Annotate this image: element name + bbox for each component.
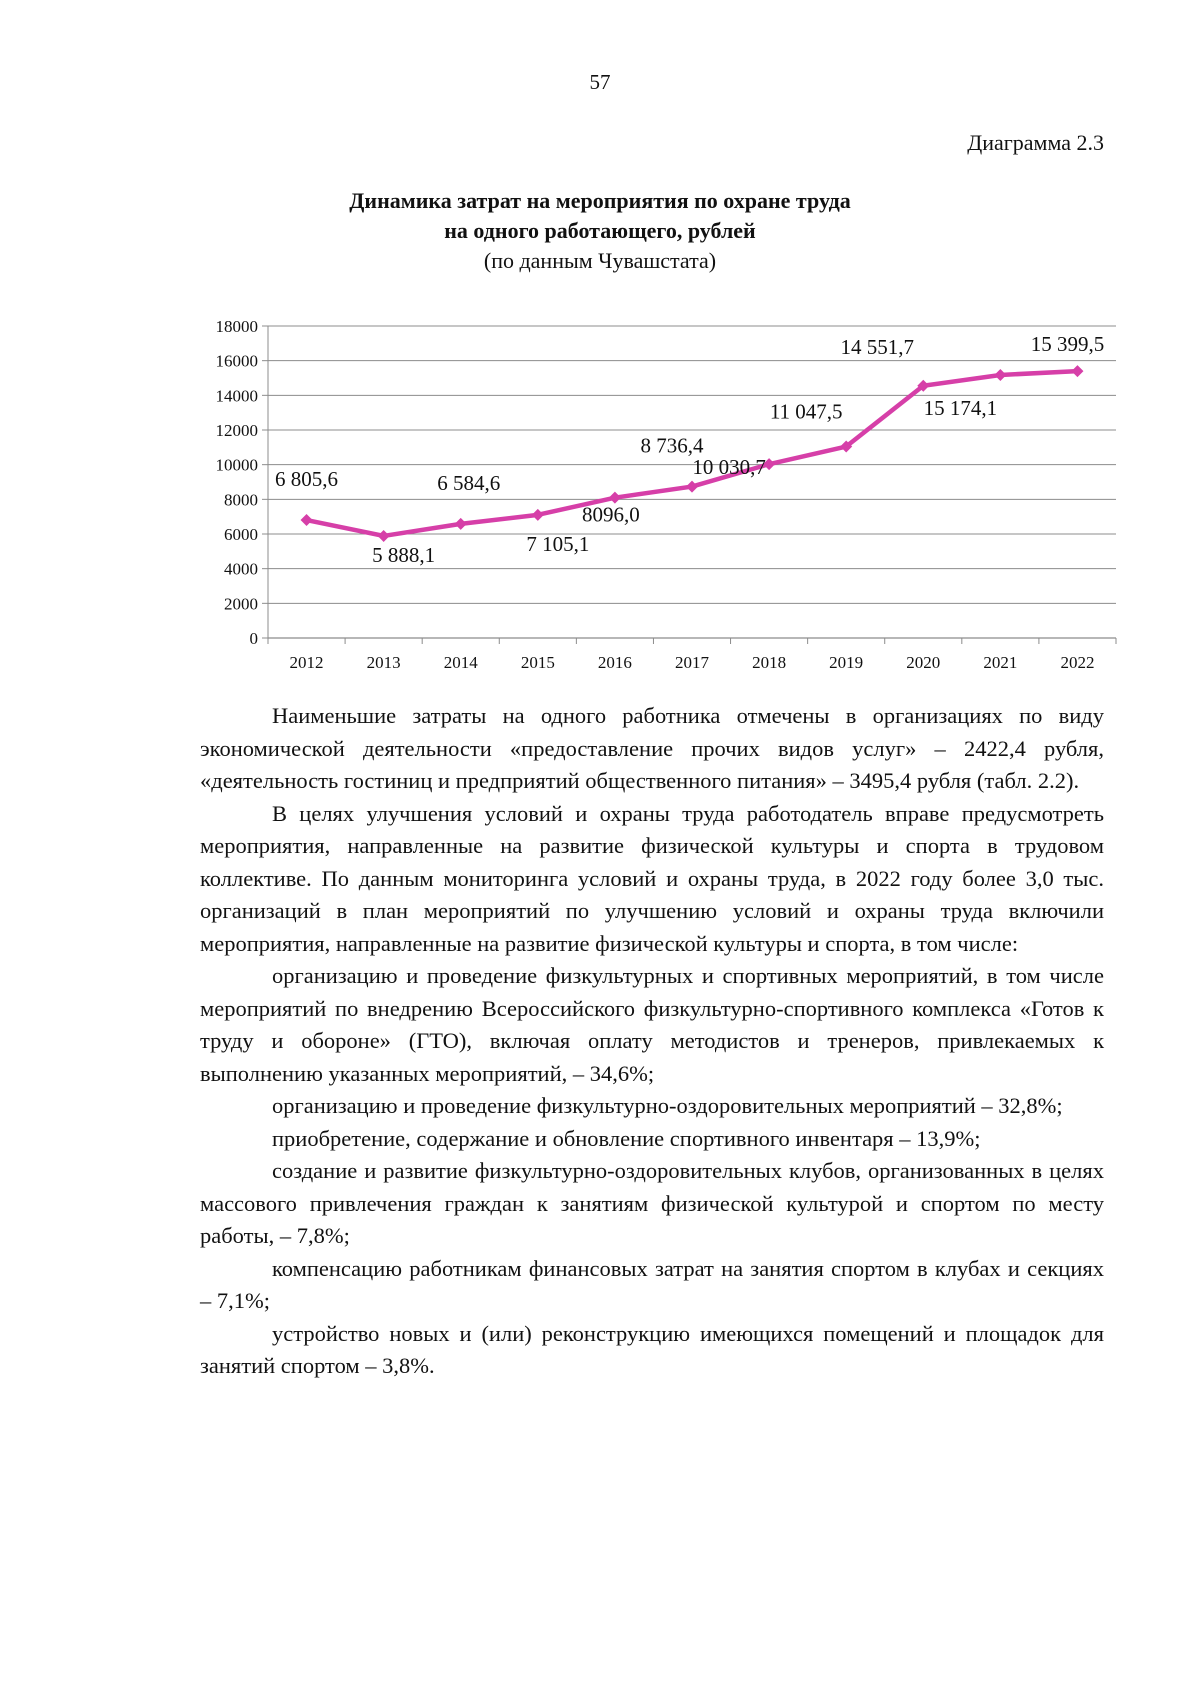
data-label: 6 584,6 (437, 470, 501, 495)
paragraph: приобретение, содержание и обновление спортивного инвентаря – 13,9%; (272, 1125, 981, 1151)
y-tick-label: 14000 (215, 386, 258, 406)
chart-title-line1: Динамика затрат на мероприятия по охране труда (349, 188, 851, 213)
y-tick-label: 4000 (224, 559, 258, 579)
x-tick-label: 2018 (752, 653, 787, 672)
figure-caption: Диаграмма 2.3 (967, 130, 1104, 155)
paragraph: компенсацию работникам финансовых затрат на занятия спортом в клубах и секциях – 7,1%; (200, 1255, 1104, 1313)
data-point (994, 369, 1006, 381)
data-point (455, 518, 467, 530)
line-chart (0, 0, 1200, 700)
paragraph: Наименьшие затраты на одного работника отмечены в организациях по виду экономической деятельности «предоставление прочих видов услуг» – 2422,4 рубля, «деятельность гостиниц и предприятий общественного питания» – 3495,4 рубля (табл. 2.2). (200, 703, 1104, 793)
data-label: 10 030,7 (692, 455, 766, 480)
body-text (200, 700, 1104, 1383)
data-label: 8096,0 (582, 502, 640, 527)
data-point (301, 514, 313, 526)
data-label: 15 174,1 (923, 395, 998, 420)
x-tick-label: 2020 (906, 653, 941, 672)
y-tick-label: 10000 (215, 455, 258, 475)
data-label: 15 399,5 (1030, 332, 1105, 357)
paragraph: устройство новых и (или) реконструкцию имеющихся помещений и площадок для занятий спортом – 3,8%. (200, 1320, 1104, 1378)
y-tick-label: 18000 (215, 317, 258, 336)
data-label: 11 047,5 (769, 399, 843, 424)
x-tick-label: 2022 (1060, 653, 1095, 672)
paragraph: В целях улучшения условий и охраны труда работодатель вправе предусмотреть мероприятия, направленные на развитие физической культуры и спорта в трудовом коллективе. По данным мониторинга условий и охраны труда, в 2022 году более 3,0 тыс. организаций в план мероприятий по улучшению условий и охраны труда включили мероприятия, направленные на развитие физической культуры и спорта, в том числе: (200, 800, 1104, 956)
x-tick-label: 2017 (675, 653, 709, 672)
x-tick-label: 2019 (829, 653, 864, 672)
y-tick-label: 8000 (224, 490, 258, 510)
chart-title-line2: на одного работающего, рублей (444, 218, 756, 243)
x-tick-label: 2014 (443, 653, 478, 672)
data-point (378, 530, 390, 542)
x-tick-label: 2021 (983, 653, 1018, 672)
x-tick-label: 2015 (520, 653, 555, 672)
data-point (686, 481, 698, 493)
y-tick-label: 12000 (215, 421, 258, 440)
paragraph: создание и развитие физкультурно-оздоровительных клубов, организованных в целях массового привлечения граждан к занятиям физической культурой и спортом по месту работы, – 7,8%; (200, 1158, 1104, 1248)
data-label: 7 105,1 (526, 531, 590, 556)
data-point (532, 509, 544, 521)
y-tick-label: 0 (249, 629, 258, 648)
y-tick-label: 16000 (215, 351, 258, 371)
x-tick-label: 2013 (366, 653, 401, 672)
data-label: 5 888,1 (372, 542, 436, 567)
y-tick-label: 2000 (224, 594, 258, 614)
data-label: 14 551,7 (840, 334, 915, 359)
x-tick-label: 2016 (597, 653, 632, 672)
y-tick-label: 6000 (224, 525, 258, 544)
x-tick-label: 2012 (289, 653, 324, 672)
paragraph: организацию и проведение физкультурных и спортивных мероприятий, в том числе мероприятий по внедрению Всероссийского физкультурно-спортивного комплекса «Готов к труду и обороне» (ГТО), включая оплату методистов и тренеров, привлекаемых к выполнению указанных мероприятий, – 34,6%; (200, 963, 1104, 1086)
chart-subtitle: (по данным Чувашстата) (483, 248, 717, 273)
chart-axes (216, 317, 1117, 672)
page-number: 57 (589, 70, 611, 94)
paragraph: организацию и проведение физкультурно-оздоровительных мероприятий – 32,8%; (272, 1093, 1063, 1118)
data-label: 8 736,4 (640, 433, 704, 458)
data-point (1071, 365, 1083, 377)
data-label: 6 805,6 (275, 467, 339, 492)
